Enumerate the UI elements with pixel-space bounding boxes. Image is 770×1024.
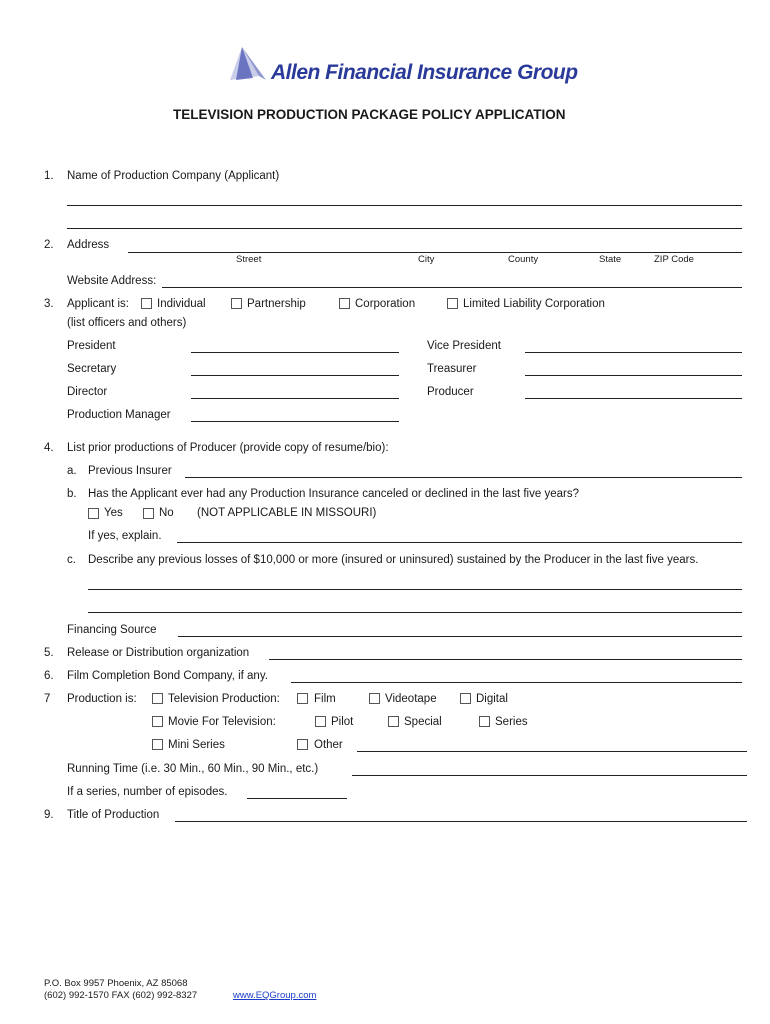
previous-insurer-line[interactable] <box>185 477 742 478</box>
website-line[interactable] <box>162 287 742 288</box>
videotape-label: Videotape <box>385 693 437 705</box>
title-line[interactable] <box>175 821 747 822</box>
yes-label: Yes <box>104 507 123 519</box>
tv-production-checkbox[interactable] <box>152 693 163 704</box>
distribution-line[interactable] <box>269 659 742 660</box>
q2-number: 2. <box>44 239 54 251</box>
mini-series-label: Mini Series <box>168 739 225 751</box>
secretary-label: Secretary <box>67 363 117 375</box>
yes-checkbox[interactable] <box>88 508 99 519</box>
other-checkbox[interactable] <box>297 739 308 750</box>
secretary-line[interactable] <box>191 375 399 376</box>
director-label: Director <box>67 386 108 398</box>
vice-president-label: Vice President <box>427 340 501 352</box>
footer-address: P.O. Box 9957 Phoenix, AZ 85068 <box>44 978 188 989</box>
pilot-label: Pilot <box>331 716 354 728</box>
missouri-note: (NOT APPLICABLE IN MISSOURI) <box>197 507 377 519</box>
film-checkbox[interactable] <box>297 693 308 704</box>
movie-tv-label: Movie For Television: <box>168 716 276 728</box>
llc-checkbox[interactable] <box>447 298 458 309</box>
corporation-checkbox[interactable] <box>339 298 350 309</box>
q3-number: 3. <box>44 298 54 310</box>
q4c-letter: c. <box>67 554 76 566</box>
other-label: Other <box>314 739 343 751</box>
bond-company-line[interactable] <box>291 682 742 683</box>
footer-phone: (602) 992-1570 FAX (602) 992-8327 <box>44 990 198 1001</box>
explain-label: If yes, explain. <box>88 530 162 542</box>
brand-name: Allen Financial Insurance Group <box>271 61 578 84</box>
previous-insurer-label: Previous Insurer <box>88 465 172 477</box>
q4a-letter: a. <box>67 465 77 477</box>
no-label: No <box>159 507 174 519</box>
q7-label: Production is: <box>67 693 137 705</box>
q4-number: 4. <box>44 442 54 454</box>
production-manager-line[interactable] <box>191 421 399 422</box>
running-time-line[interactable] <box>352 775 747 776</box>
city-caption: City <box>418 254 435 265</box>
movie-tv-checkbox[interactable] <box>152 716 163 727</box>
company-logo <box>229 46 267 85</box>
street-caption: Street <box>236 254 262 265</box>
q3-label: Applicant is: <box>67 298 130 310</box>
individual-checkbox[interactable] <box>141 298 152 309</box>
q5-number: 5. <box>44 647 54 659</box>
episodes-label: If a series, number of episodes. <box>67 786 228 798</box>
officers-note: (list officers and others) <box>67 317 187 329</box>
digital-label: Digital <box>476 693 508 705</box>
individual-label: Individual <box>157 298 206 310</box>
treasurer-label: Treasurer <box>427 363 477 375</box>
partnership-checkbox[interactable] <box>231 298 242 309</box>
director-line[interactable] <box>191 398 399 399</box>
producer-label: Producer <box>427 386 474 398</box>
treasurer-line[interactable] <box>525 375 742 376</box>
producer-line[interactable] <box>525 398 742 399</box>
llc-label: Limited Liability Corporation <box>463 298 605 310</box>
q9-label: Title of Production <box>67 809 160 821</box>
q2-label: Address <box>67 239 110 251</box>
state-caption: State <box>599 254 622 265</box>
zip-caption: ZIP Code <box>654 254 694 265</box>
q1-line-2[interactable] <box>67 228 742 229</box>
footer-website-link[interactable]: www.EQGroup.com <box>233 990 317 1001</box>
q1-number: 1. <box>44 170 54 182</box>
president-line[interactable] <box>191 352 399 353</box>
canceled-question: Has the Applicant ever had any Production Insurance canceled or declined in the last five years? <box>88 488 579 500</box>
special-checkbox[interactable] <box>388 716 399 727</box>
address-line[interactable] <box>128 252 742 253</box>
film-label: Film <box>314 693 336 705</box>
partnership-label: Partnership <box>247 298 306 310</box>
digital-checkbox[interactable] <box>460 693 471 704</box>
q5-label: Release or Distribution organization <box>67 647 250 659</box>
losses-line-1[interactable] <box>88 589 742 590</box>
production-manager-label: Production Manager <box>67 409 171 421</box>
q4b-letter: b. <box>67 488 77 500</box>
financing-source-line[interactable] <box>178 636 742 637</box>
videotape-checkbox[interactable] <box>369 693 380 704</box>
episodes-line[interactable] <box>247 798 347 799</box>
explain-line[interactable] <box>177 542 742 543</box>
county-caption: County <box>508 254 539 265</box>
losses-question: Describe any previous losses of $10,000 or more (insured or uninsured) sustained by the Producer in the last five years. <box>88 554 699 566</box>
series-checkbox[interactable] <box>479 716 490 727</box>
losses-line-2[interactable] <box>88 612 742 613</box>
other-line[interactable] <box>357 751 747 752</box>
pilot-checkbox[interactable] <box>315 716 326 727</box>
series-label: Series <box>495 716 528 728</box>
page-title: TELEVISION PRODUCTION PACKAGE POLICY APPLICATION <box>173 107 566 122</box>
financing-source-label: Financing Source <box>67 624 157 636</box>
q9-number: 9. <box>44 809 54 821</box>
vice-president-line[interactable] <box>525 352 742 353</box>
running-time-label: Running Time (i.e. 30 Min., 60 Min., 90 Min., etc.) <box>67 763 319 775</box>
no-checkbox[interactable] <box>143 508 154 519</box>
mini-series-checkbox[interactable] <box>152 739 163 750</box>
corporation-label: Corporation <box>355 298 416 310</box>
q6-number: 6. <box>44 670 54 682</box>
q1-label: Name of Production Company (Applicant) <box>67 170 280 182</box>
tv-production-label: Television Production: <box>168 693 280 705</box>
q1-line-1[interactable] <box>67 205 742 206</box>
website-label: Website Address: <box>67 275 157 287</box>
q4-label: List prior productions of Producer (provide copy of resume/bio): <box>67 442 389 454</box>
president-label: President <box>67 340 116 352</box>
q6-label: Film Completion Bond Company, if any. <box>67 670 268 682</box>
q7-number: 7 <box>44 693 51 705</box>
special-label: Special <box>404 716 442 728</box>
